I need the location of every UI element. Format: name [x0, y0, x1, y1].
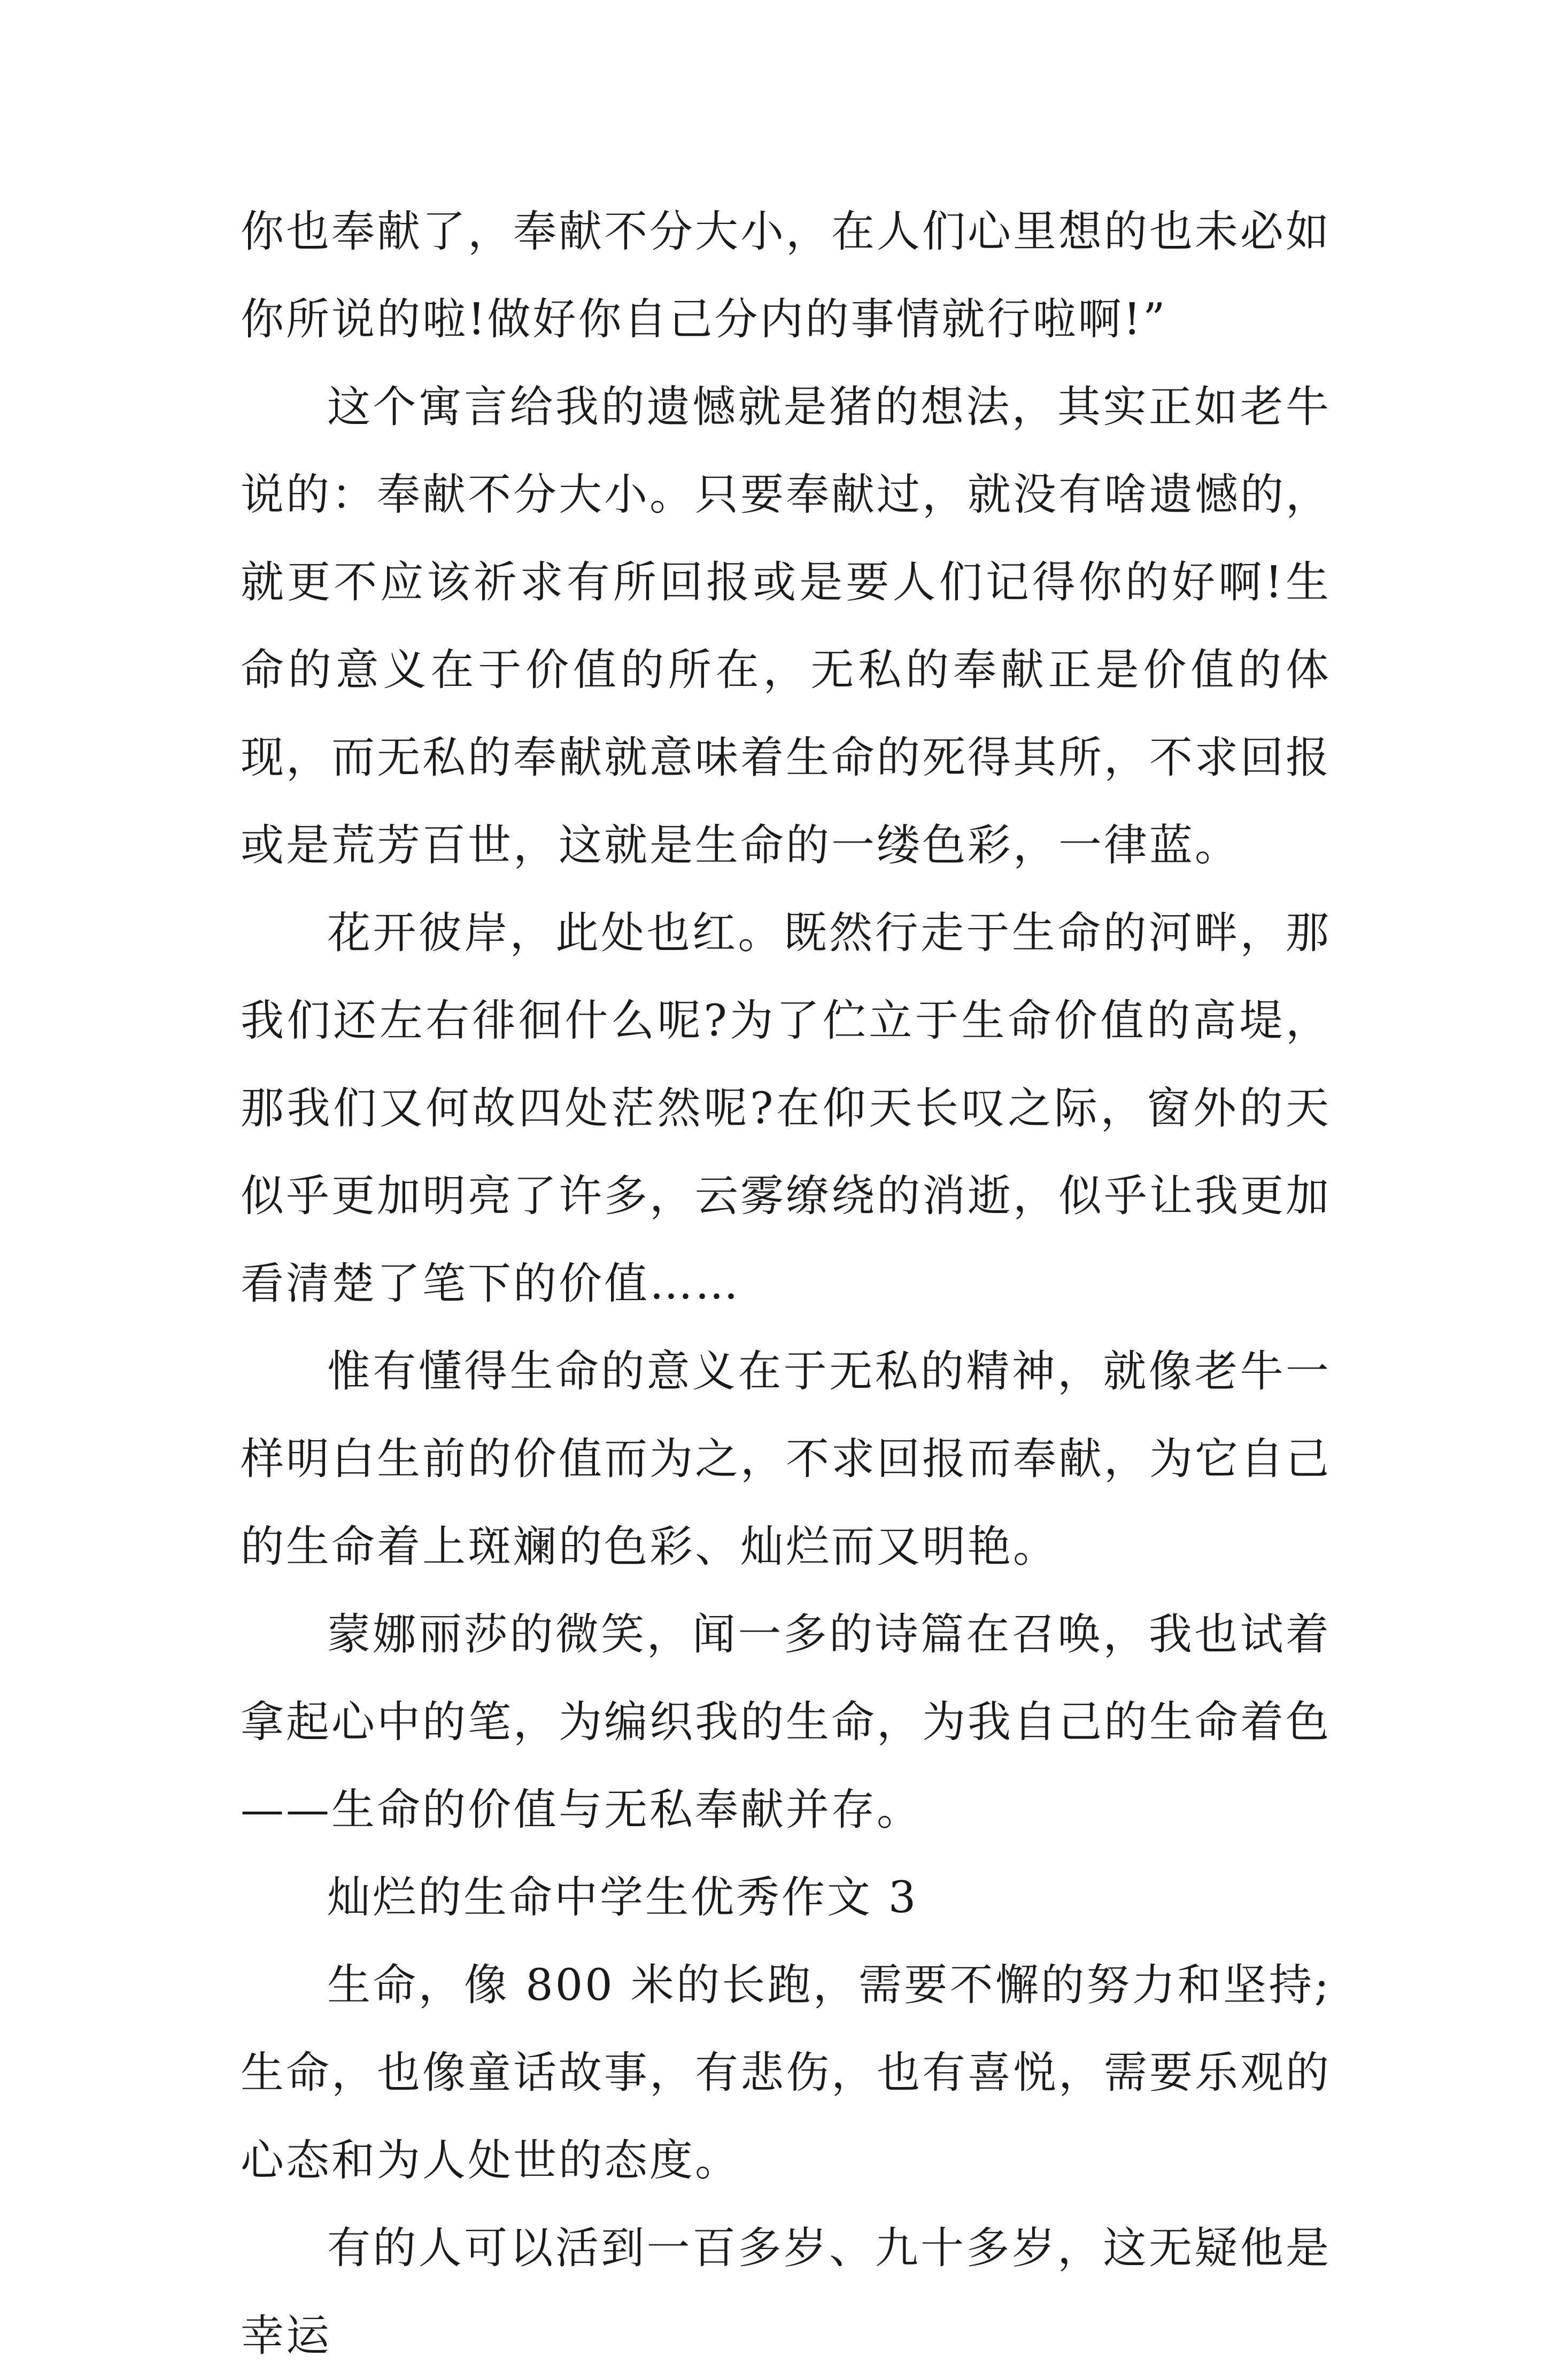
- paragraph-fable-reflection: 这个寓言给我的遗憾就是猪的想法，其实正如老牛说的：奉献不分大小。只要奉献过，就没有啥遗憾的，就更不应该祈求有所回报或是要人们记得你的好啊!生命的意义在于价值的所在，无私的奉献正是价值的体现，而无私的奉献就意味着生命的死得其所，不求回报或是荒芳百世，这就是生命的一缕色彩，一律蓝。: [241, 382, 1332, 871]
- paragraph-continued: 你也奉献了，奉献不分大小，在人们心里想的也未必如你所说的啦!做好你自己分内的事情就行啦啊!”: [241, 207, 1332, 345]
- document-body: [241, 188, 1331, 2380]
- paragraph-long-life: 有的人可以活到一百多岁、九十多岁，这无疑他是幸运: [241, 2223, 1331, 2361]
- paragraph-life-marathon: 生命，像 800 米的长跑，需要不懈的努力和坚持;生命，也像童话故事，有悲伤，也有喜悦，需要乐观的心态和为人处世的态度。: [241, 1960, 1332, 2186]
- paragraph-flowers-bloom: 花开彼岸，此处也红。既然行走于生命的河畔，那我们还左右徘徊什么呢?为了伫立于生命价值的高堤，那我们又何故四处茫然呢?在仰天长叹之际，窗外的天似乎更加明亮了许多，云雾缭绕的消逝，似乎让我更加看清楚了笔下的价值……: [241, 908, 1332, 1309]
- essay-title: 灿烂的生命中学生优秀作文 3: [327, 1873, 918, 1923]
- paragraph-mona-lisa: 蒙娜丽莎的微笑，闻一多的诗篇在召唤，我也试着拿起心中的笔，为编织我的生命，为我自己的生命着色——生命的价值与无私奉献并存。: [241, 1610, 1332, 1835]
- paragraph-selfless-spirit: 惟有懂得生命的意义在于无私的精神，就像老牛一样明白生前的价值而为之，不求回报而奉献，为它自己的生命着上斑斓的色彩、灿烂而又明艳。: [241, 1347, 1332, 1572]
